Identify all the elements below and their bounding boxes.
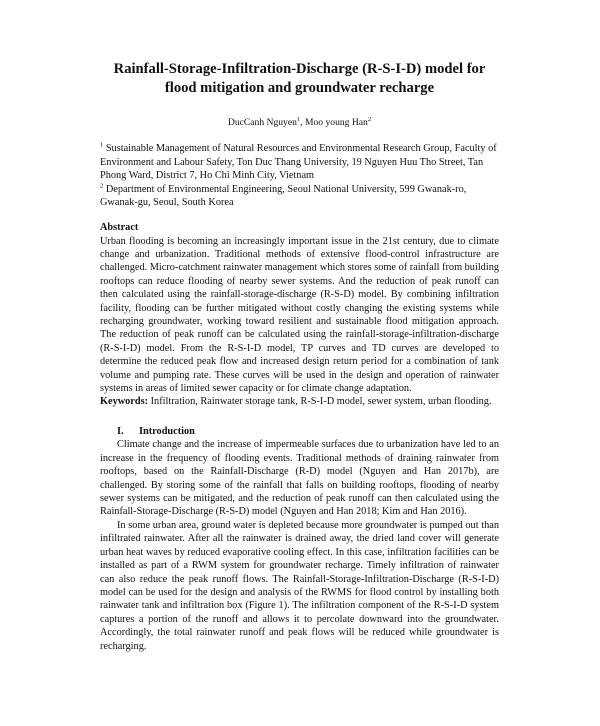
keywords-label: Keywords:	[100, 396, 149, 408]
abstract-text: Urban flooding is becoming an increasingly important issue in the 21st century, due to climate change and urbanization. Traditional methods of extensive flood-control infrastructure are challenged. Micro-catchment rainwater management which stores some of rainfall from building rooftops can reduce flooding of nearby sewer systems. And the reduction of peak runoff can then calculated using the rainfall-storage-discharge (R-S-D) model. By combining infiltration facility, flooding can be further mitigated without costly changing the existing systems while recharging groundwater, working toward resilient and sustainable flood mitigation approach. The reduction of peak runoff can be calculated using the rainfall-storage-infiltration-discharge (R-S-I-D) model. From the R-S-I-D model, TP curves and TD curves are developed to determine the reduced peak flow and increased design return period for a combination of tank volume and pumping rate. These curves will be used in the design and operation of rainwater systems in areas of limited sewer capacity or for climate change adaptation.	[100, 235, 499, 395]
abstract-heading: Abstract	[100, 221, 139, 233]
title-line-2: flood mitigation and groundwater recharge	[164, 80, 435, 96]
section-heading-introduction	[100, 425, 499, 439]
affiliations	[100, 142, 499, 210]
author-1-sup: 1	[296, 115, 301, 123]
author-2: Moo young Han	[304, 117, 368, 128]
affiliation-1	[100, 142, 499, 183]
title-line-1: Rainfall-Storage-Infiltration-Discharge (R-S-I-D) model for	[113, 61, 486, 77]
paper-title	[100, 0, 499, 98]
author-separator: ,	[300, 117, 305, 128]
section-title: Introduction	[139, 425, 195, 437]
affiliation-1-text: Sustainable Management of Natural Resources and Environmental Research Group, Faculty of Environment and Labour Safety, Ton Duc Thang University, 19 Nguyen Huu Tho Street, Tan Phong Ward, District 7, Ho Chi Minh City, Vietnam	[100, 143, 497, 182]
intro-paragraph-1: Climate change and the increase of impermeable surfaces due to urbanization have led to an increase in the frequency of flooding events. Traditional methods of draining rainwater from rooftops, based on the Rainfall-Discharge (R-D) model (Nguyen and Han 2017b), are challenged. By storing some of the rainfall that falls on building rooftops, flooding of nearby sewer systems can be mitigated, and the reduction of peak runoff can then calculated using the Rainfall-Storage-Discharge (R-S-D) model (Nguyen and Han 2018; Kim and Han 2016).	[100, 439, 499, 518]
author-list	[100, 117, 499, 129]
affiliation-2	[100, 183, 499, 210]
keywords-text: Infiltration, Rainwater storage tank, R-S-I-D model, sewer system, urban flooding.	[148, 396, 492, 408]
intro-paragraph-2: In some urban area, ground water is depleted because more groundwater is pumped out than infiltrated rainwater. After all the rainwater is drained away, the dried land cover will generate urban heat waves by reduced evaporative cooling effect. In this case, infiltration facilities can be installed as part of a RWM system for groundwater recharge. Timely infiltration of rainwater can also reduce the peak runoff flows. The Rainfall-Storage-Infiltration-Discharge (R-S-I-D) model can be used for the design and analysis of the RWMS for flood control by installing both rainwater tank and infiltration box (Figure 1). The infiltration component of the R-S-I-D system captures a portion of the runoff and allows it to percolate downward into the groundwater. Accordingly, the total rainwater runoff and peak flows will be reduced while groundwater is recharging.	[100, 519, 499, 652]
affiliation-2-text: Department of Environmental Engineering, Seoul National University, 599 Gwanak-ro, Gwanak-gu, Seoul, South Korea	[100, 183, 467, 209]
author-2-sup: 2	[367, 115, 372, 123]
keywords	[100, 395, 499, 408]
section-number: I.	[117, 425, 124, 437]
affiliation-2-sup: 2	[100, 182, 104, 190]
affiliation-1-sup: 1	[100, 141, 104, 149]
author-1: DucCanh Nguyen	[227, 117, 297, 128]
